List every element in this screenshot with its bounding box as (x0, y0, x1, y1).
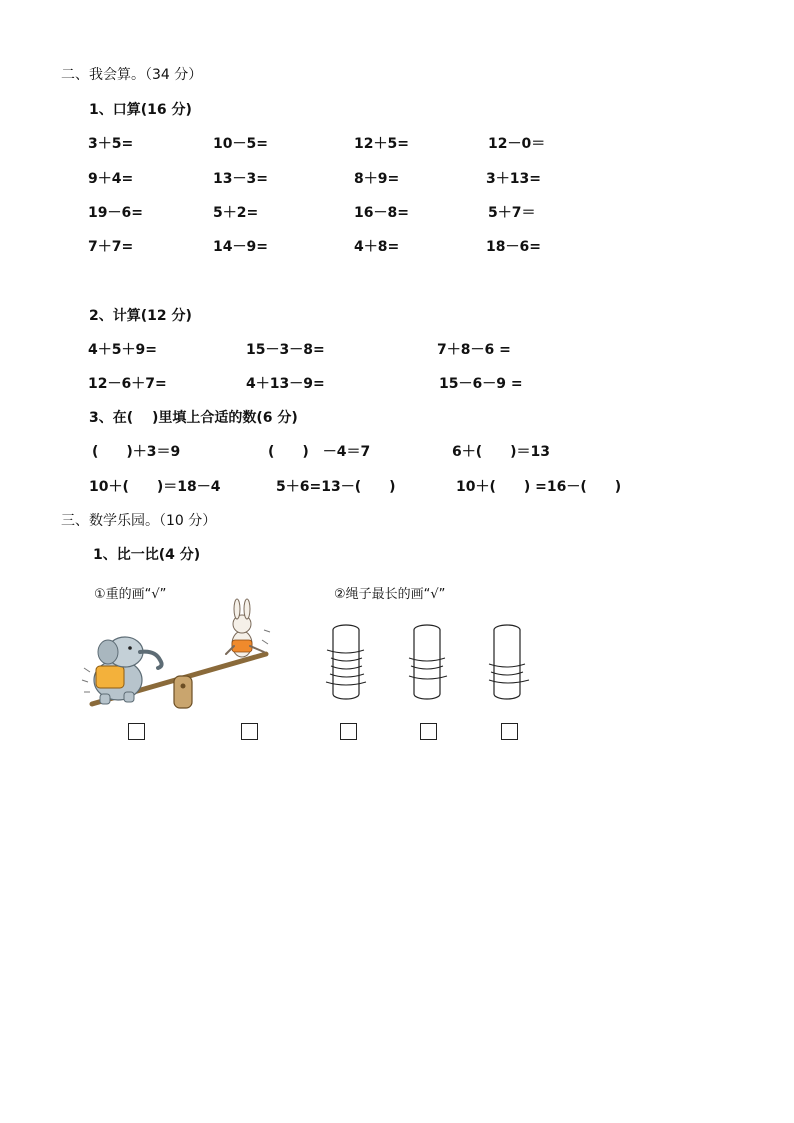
cylinder-rope-icon (403, 620, 451, 702)
calc-item: 12－6＋7= (88, 376, 167, 392)
section-title-2: 二、我会算。（34 分） (61, 67, 203, 83)
oral-item: 3＋5= (88, 136, 134, 152)
oral-item: 3＋13= (486, 171, 541, 187)
part-title-oral: 1、口算(16 分) (89, 102, 192, 118)
prompt-longest-rope: ②绳子最长的画“√” (334, 587, 446, 602)
fill-item: 5＋6=13－( ) (276, 479, 396, 495)
oral-item: 5＋7＝ (488, 205, 536, 221)
cylinder-rope-icon (322, 620, 370, 702)
oral-item: 9＋4= (88, 171, 134, 187)
fill-item: 6＋( )＝13 (452, 444, 551, 460)
calc-item: 4＋13－9= (246, 376, 325, 392)
cylinder-rope-icon (483, 620, 531, 702)
part-title-fill: 3、在( )里填上合适的数(6 分) (89, 410, 298, 426)
fill-item: 10＋( )＝18－4 (89, 479, 221, 495)
oral-item: 18－6= (486, 239, 541, 255)
calc-item: 15－3－8= (246, 342, 325, 358)
part-title-compare: 1、比一比(4 分) (93, 547, 201, 563)
answer-checkbox-rabbit[interactable] (241, 723, 258, 740)
seesaw-icon (80, 600, 280, 715)
oral-item: 14－9= (213, 239, 268, 255)
oral-item: 12－0＝ (488, 136, 546, 152)
oral-item: 19－6= (88, 205, 143, 221)
answer-checkbox-elephant[interactable] (128, 723, 145, 740)
oral-item: 16－8= (354, 205, 409, 221)
fill-item: ( )＋3＝9 (92, 444, 181, 460)
oral-item: 5＋2= (213, 205, 259, 221)
oral-item: 13－3= (213, 171, 268, 187)
part-title-calc: 2、计算(12 分) (89, 308, 192, 324)
oral-item: 7＋7= (88, 239, 134, 255)
calc-item: 15－6－9 = (439, 376, 523, 392)
oral-item: 10－5= (213, 136, 268, 152)
oral-item: 4＋8= (354, 239, 400, 255)
fill-item: 10＋( ) =16－( ) (456, 479, 622, 495)
section-title-3: 三、数学乐园。（10 分） (61, 513, 217, 529)
answer-checkbox-rope-1[interactable] (340, 723, 357, 740)
oral-item: 12＋5= (354, 136, 409, 152)
oral-item: 8＋9= (354, 171, 400, 187)
answer-checkbox-rope-2[interactable] (420, 723, 437, 740)
calc-item: 7＋8－6 = (437, 342, 511, 358)
fill-item: ( ) －4＝7 (268, 444, 371, 460)
calc-item: 4＋5＋9= (88, 342, 157, 358)
answer-checkbox-rope-3[interactable] (501, 723, 518, 740)
prompt-heavy: ①重的画“√” (94, 587, 167, 602)
